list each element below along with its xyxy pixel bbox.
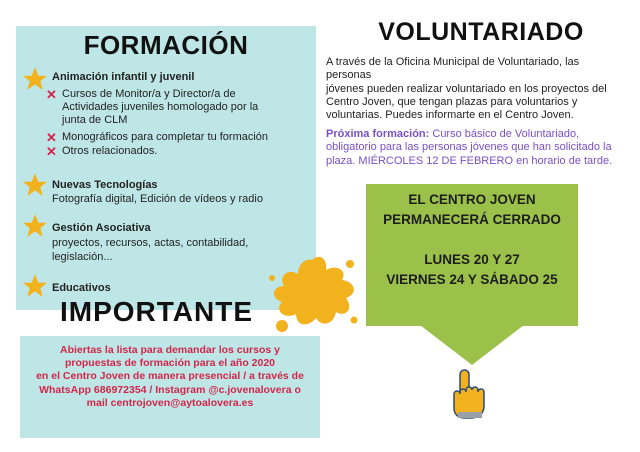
section-title-tecnologias: Nuevas Tecnologías (52, 179, 158, 191)
proxima-formacion-line: plaza. MIÉRCOLES 12 DE FEBRERO en horario de tarde. (326, 154, 613, 167)
notice-pointer (420, 325, 524, 365)
closure-notice (366, 190, 578, 230)
voluntariado-title: VOLUNTARIADO (378, 18, 584, 46)
proxima-formacion-line: Curso básico de Voluntariado, (429, 128, 580, 140)
item-line: Otros relacionados. (62, 145, 158, 157)
closure-line: EL CENTRO JOVEN (408, 192, 536, 207)
paint-splash-icon (262, 248, 362, 338)
description-line: Centro Joven, que tengan plazas para voluntarios y (326, 95, 578, 108)
voluntariado-description (326, 56, 626, 122)
section-title-educativos: Educativos (52, 282, 111, 294)
section-text: Fotografía digital, Edición de vídeos y radio (52, 193, 263, 205)
section-title-gestion: Gestión Asociativa (52, 222, 151, 234)
x-mark-icon: ✕ (46, 87, 57, 102)
proxima-formacion-line: obligatorio para las personas jóvenes que han solicitado la (326, 141, 612, 154)
importante-line: WhatsApp 686972354 / Instagram @c.jovenalovera o (39, 383, 301, 396)
importante-line: Abiertas la lista para demandar los cursos y (59, 344, 280, 356)
item-line: Actividades juveniles homologado por la (62, 101, 259, 113)
description-line: jóvenes pueden realizar voluntariado en los proyectos del (326, 82, 607, 95)
importante-line: mail centrojoven@aytoalovera.es (86, 396, 254, 409)
importante-text (20, 344, 320, 410)
item-line: Monográficos para completar tu formación (62, 131, 269, 143)
importante-line: en el Centro Joven de manera presencial / a través de (36, 370, 304, 383)
pointing-hand-icon (446, 368, 492, 420)
closure-date-line: LUNES 20 Y 27 (424, 252, 520, 267)
description-line: A través de la Oficina Municipal de Voluntariado, las personas (326, 56, 580, 82)
importante-title: IMPORTANTE (60, 296, 254, 327)
x-mark-icon: ✕ (46, 144, 57, 159)
x-mark-icon: ✕ (46, 130, 57, 145)
closure-date-line: VIERNES 24 Y SÁBADO 25 (386, 272, 558, 287)
formacion-title: FORMACIÓN (83, 30, 249, 60)
star-icon (22, 172, 48, 198)
closure-line: PERMANECERÁ CERRADO (383, 212, 561, 227)
item-line: Cursos de Monitor/a y Director/a de (62, 88, 236, 100)
proxima-formacion (326, 128, 626, 168)
item-line: junta de CLM (62, 114, 128, 126)
section-text: proyectos, recursos, actas, contabilidad, (52, 237, 249, 249)
description-line: voluntarias. Puedes informarte en el Centro Joven. (326, 109, 574, 122)
importante-line: propuestas de formación para el año 2020 (64, 357, 276, 370)
section-text: legislación... (52, 251, 113, 263)
star-icon (22, 273, 48, 299)
star-icon (22, 66, 48, 92)
section-title-animacion: Animación infantil y juvenil (52, 71, 195, 83)
star-icon (22, 213, 48, 239)
proxima-formacion-label: Próxima formación: (326, 128, 430, 140)
closure-dates (366, 250, 578, 290)
